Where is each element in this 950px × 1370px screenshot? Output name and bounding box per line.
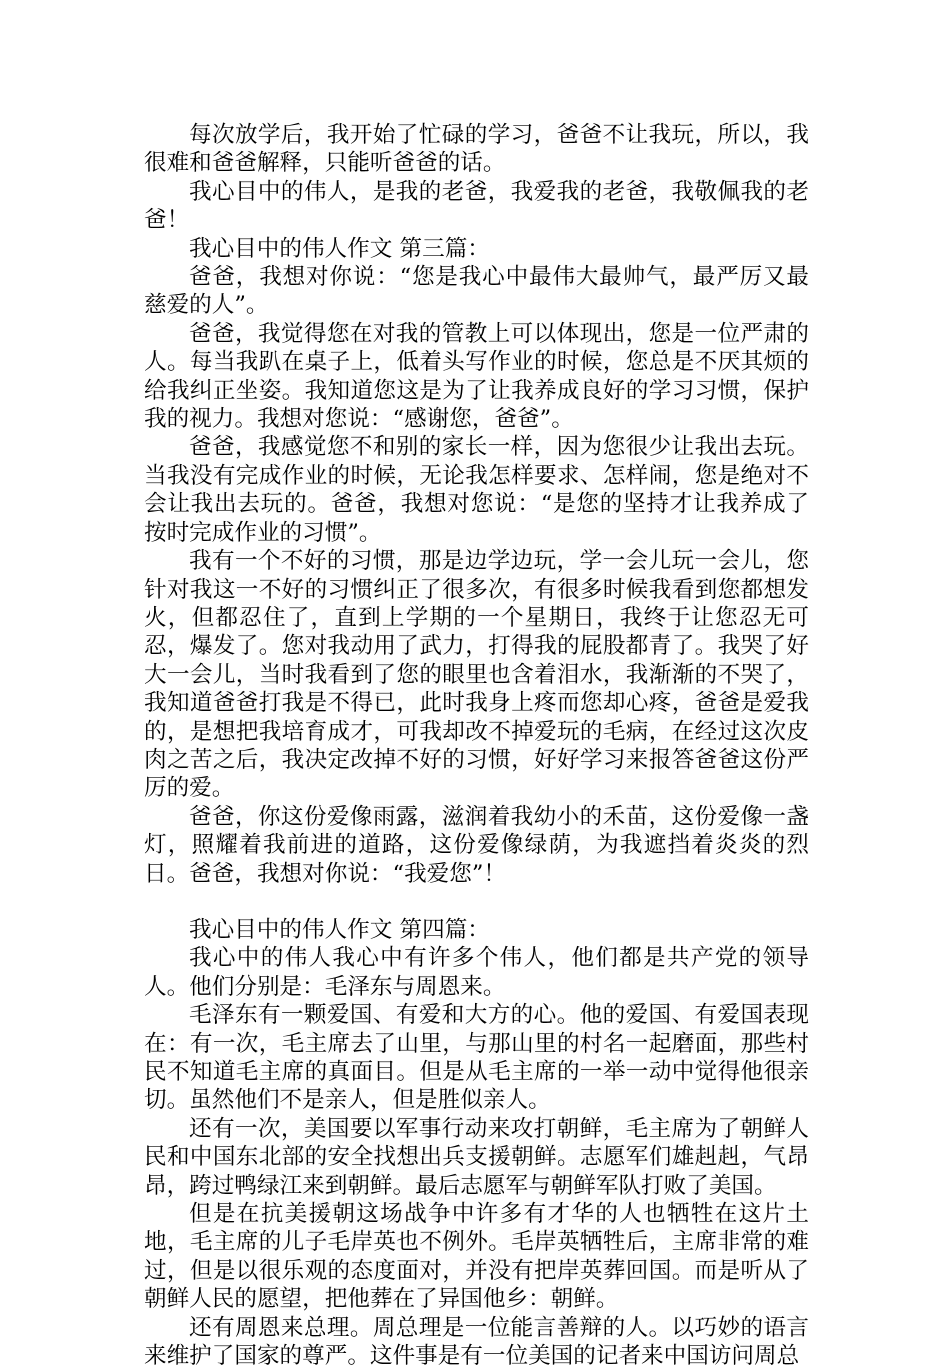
- paragraph: 爸爸，我感觉您不和别的家长一样，因为您很少让我出去玩。当我没有完成作业的时候，无论我怎样要求、怎样闹，您是绝对不会让我出去玩的。爸爸，我想对您说：“是您的坚持才让我养成了按时完成作业的习惯”。: [144, 434, 809, 546]
- paragraph: 还有一次，美国要以军事行动来攻打朝鲜，毛主席为了朝鲜人民和中国东北部的安全找想出兵支援朝鲜。志愿军们雄赳赳，气昂昂，跨过鸭绿江来到朝鲜。最后志愿军与朝鲜军队打败了美国。: [144, 1115, 809, 1199]
- section-heading-3: 我心目中的伟人作文 第三篇：: [189, 235, 490, 262]
- section-heading-4: 我心目中的伟人作文 第四篇：: [189, 916, 490, 943]
- paragraph: 还有周恩来总理。周总理是一位能言善辩的人。以巧妙的语言来维护了国家的尊严。这件事是有一位美国的记者来中国访问周总: [144, 1314, 809, 1370]
- section-spacer: [144, 888, 809, 916]
- paragraph: 爸爸，我想对你说：“您是我心中最伟大最帅气，最严厉又最慈爱的人”。: [144, 264, 809, 319]
- paragraph: 毛泽东有一颗爱国、有爱和大方的心。他的爱国、有爱国表现在：有一次，毛主席去了山里，与那山里的村名一起磨面，那些村民不知道毛主席的真面目。但是从毛主席的一举一动中觉得他很亲切。虽然他们不是亲人，但是胜似亲人。: [144, 1002, 809, 1114]
- paragraph: 我有一个不好的习惯，那是边学边玩，学一会儿玩一会儿，您针对我这一不好的习惯纠正了很多次，有很多时候我看到您都想发火，但都忍住了，直到上学期的一个星期日，我终于让您忍无可忍，爆发了。您对我动用了武力，打得我的屁股都青了。我哭了好大一会儿，当时我看到了您的眼里也含着泪水，我渐渐的不哭了，我知道爸爸打我是不得已，此时我身上疼而您却心疼，爸爸是爱我的，是想把我培育成才，可我却改不掉爱玩的毛病，在经过这次皮肉之苦之后，我决定改掉不好的习惯，好好学习来报答爸爸这份严厉的爱。: [144, 548, 809, 802]
- document-body: [144, 121, 809, 1370]
- paragraph: 爸爸，你这份爱像雨露，滋润着我幼小的禾苗，这份爱像一盏灯，照耀着我前进的道路，这份爱像绿荫，为我遮挡着炎炎的烈日。爸爸，我想对你说：“我爱您”！: [144, 803, 809, 887]
- paragraph: 爸爸，我觉得您在对我的管教上可以体现出，您是一位严肃的人。每当我趴在桌子上，低着头写作业的时候，您总是不厌其烦的给我纠正坐姿。我知道您这是为了让我养成良好的学习习惯，保护我的视力。我想对您说：“感谢您，爸爸”。: [144, 320, 809, 433]
- paragraph: 我心目中的伟人，是我的老爸，我爱我的老爸，我敬佩我的老爸！: [144, 178, 809, 234]
- paragraph: 但是在抗美援朝这场战争中许多有才华的人也牺牲在这片土地，毛主席的儿子毛岸英也不例外。毛岸英牺牲后，主席非常的难过，但是以很乐观的态度面对，并没有把岸英葬回国。而是听从了朝鲜人民的愿望，把他葬在了异国他乡：朝鲜。: [144, 1201, 809, 1313]
- paragraph: 我心中的伟人我心中有许多个伟人，他们都是共产党的领导人。他们分别是：毛泽东与周恩来。: [144, 945, 809, 1000]
- paragraph: 每次放学后，我开始了忙碌的学习，爸爸不让我玩，所以，我很难和爸爸解释，只能听爸爸的话。: [144, 122, 809, 177]
